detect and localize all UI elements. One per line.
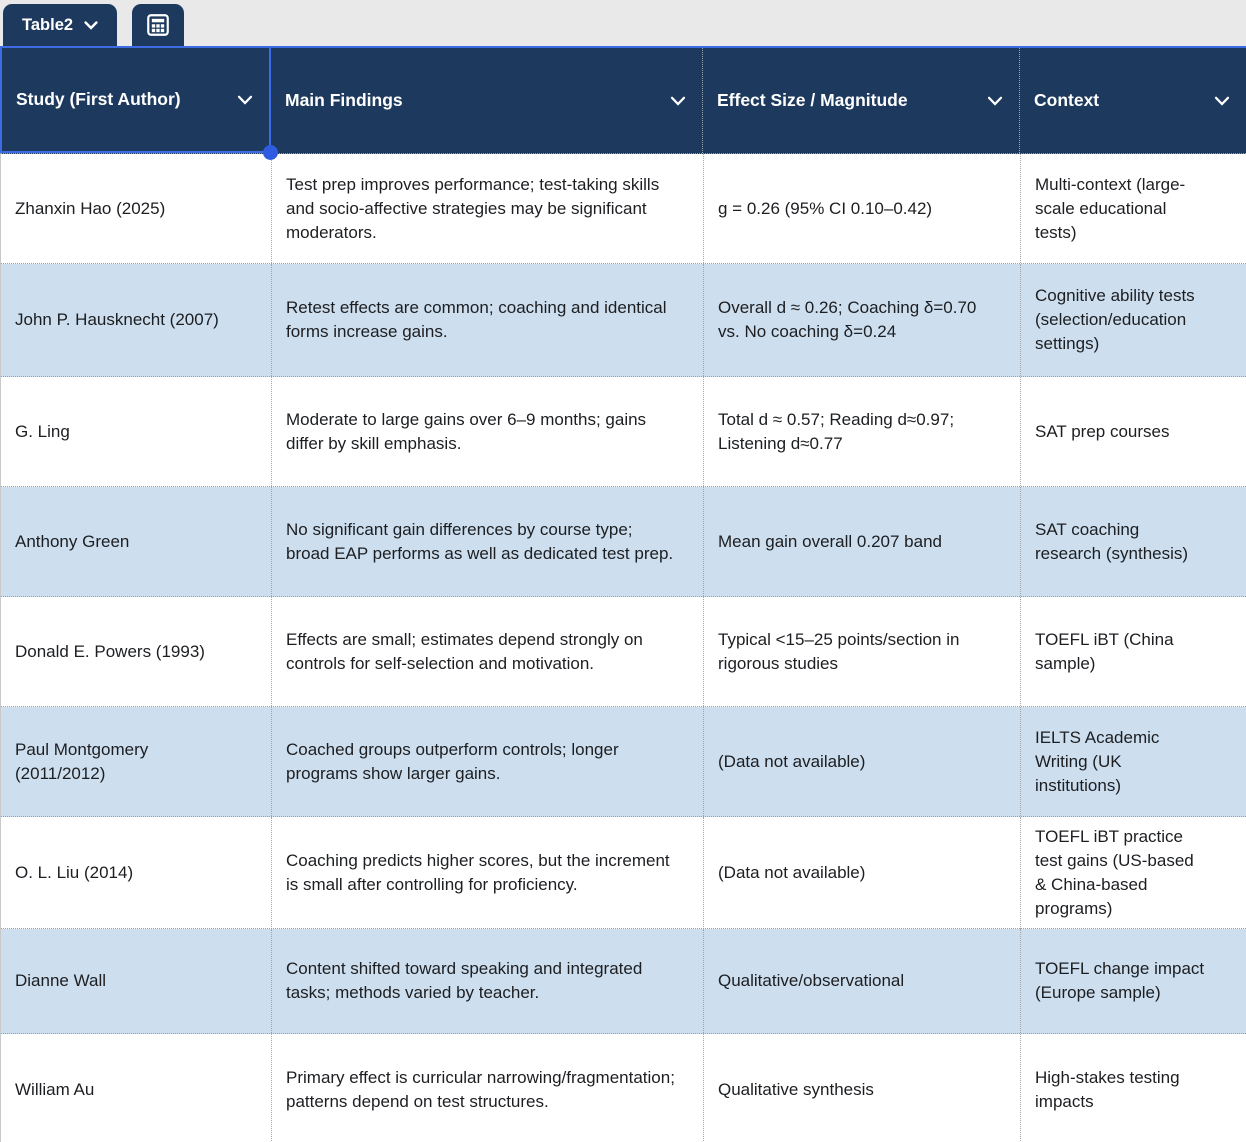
cell-effect-size[interactable]: Total d ≈ 0.57; Reading d≈0.97; Listening d≈0.77 [704, 377, 1021, 486]
table-row [1, 707, 1246, 817]
cell-main-findings[interactable]: Primary effect is curricular narrowing/fragmentation; patterns depend on test structures. [272, 1034, 704, 1142]
column-header-main-findings[interactable] [271, 48, 703, 153]
table-grid-icon [145, 12, 171, 38]
table-tab-label: Table2 [22, 15, 74, 34]
column-header-effect-size[interactable] [703, 48, 1020, 153]
table-row [1, 154, 1246, 264]
cell-main-findings[interactable]: No significant gain differences by course type; broad EAP performs as well as dedicated test prep. [272, 487, 704, 596]
table-row [1, 597, 1246, 707]
cell-study[interactable]: William Au [1, 1034, 272, 1142]
cell-study[interactable]: Donald E. Powers (1993) [1, 597, 272, 706]
cell-context[interactable]: TOEFL iBT (China sample) [1035, 629, 1174, 673]
column-header-study[interactable] [0, 48, 271, 153]
cell-effect-size[interactable]: Mean gain overall 0.207 band [704, 487, 1021, 596]
cell-effect-size[interactable]: g = 0.26 (95% CI 0.10–0.42) [704, 154, 1021, 263]
chevron-down-icon[interactable] [670, 96, 686, 106]
table-tab-bar [0, 0, 1246, 46]
cell-effect-size[interactable]: Qualitative synthesis [704, 1034, 1021, 1142]
column-header-label: Context [1034, 90, 1100, 110]
cell-context[interactable]: Cognitive ability tests (selection/education settings) [1035, 286, 1195, 353]
cell-main-findings[interactable]: Coached groups outperform controls; longer programs show larger gains. [272, 707, 704, 816]
table-header-row [0, 46, 1246, 154]
table-body [0, 154, 1246, 1142]
table2 [0, 46, 1246, 1142]
cell-main-findings[interactable]: Coaching predicts higher scores, but the increment is small after controlling for proficiency. [272, 817, 704, 929]
cell-context[interactable]: SAT prep courses [1035, 421, 1170, 441]
table-row [1, 817, 1246, 929]
column-header-context[interactable] [1020, 48, 1246, 153]
column-header-label: Study (First Author) [16, 89, 181, 109]
cell-effect-size[interactable]: (Data not available) [704, 817, 1021, 929]
table-row [1, 1034, 1246, 1142]
cell-effect-size[interactable]: Qualitative/observational [704, 929, 1021, 1033]
cell-context[interactable]: TOEFL iBT practice test gains (US-based & China-based programs) [1035, 827, 1194, 918]
table-view-tab[interactable] [132, 4, 184, 46]
table-row [1, 377, 1246, 487]
table-row [1, 487, 1246, 597]
column-header-label: Effect Size / Magnitude [717, 90, 908, 110]
chevron-down-icon[interactable] [1214, 96, 1230, 106]
cell-study[interactable]: Paul Montgomery (2011/2012) [1, 707, 272, 816]
chevron-down-icon[interactable] [237, 95, 253, 105]
chevron-down-icon[interactable] [987, 96, 1003, 106]
cell-main-findings[interactable]: Test prep improves performance; test-taking skills and socio-affective strategies may be significant moderators. [272, 154, 704, 263]
cell-main-findings[interactable]: Moderate to large gains over 6–9 months; gains differ by skill emphasis. [272, 377, 704, 486]
cell-effect-size[interactable]: Typical <15–25 points/section in rigorous studies [704, 597, 1021, 706]
cell-main-findings[interactable]: Retest effects are common; coaching and identical forms increase gains. [272, 264, 704, 376]
cell-study[interactable]: John P. Hausknecht (2007) [1, 264, 272, 376]
cell-study[interactable]: Anthony Green [1, 487, 272, 596]
cell-context[interactable]: TOEFL change impact (Europe sample) [1035, 959, 1205, 1002]
cell-main-findings[interactable]: Effects are small; estimates depend strongly on controls for self-selection and motivation. [272, 597, 704, 706]
cell-effect-size[interactable]: (Data not available) [704, 707, 1021, 816]
cell-study[interactable]: G. Ling [1, 377, 272, 486]
cell-effect-size[interactable]: Overall d ≈ 0.26; Coaching δ=0.70 vs. No coaching δ=0.24 [704, 264, 1021, 376]
cell-main-findings[interactable]: Content shifted toward speaking and integrated tasks; methods varied by teacher. [272, 929, 704, 1033]
cell-study[interactable]: O. L. Liu (2014) [1, 817, 272, 929]
chevron-down-icon[interactable] [84, 21, 98, 30]
table-row [1, 264, 1246, 377]
cell-context[interactable]: High-stakes testing impacts [1035, 1067, 1180, 1111]
cell-context[interactable]: Multi-context (large-scale educational tests) [1035, 174, 1186, 242]
column-header-label: Main Findings [285, 90, 403, 110]
table-tab[interactable] [3, 4, 117, 46]
cell-context[interactable]: IELTS Academic Writing (UK institutions) [1035, 727, 1160, 795]
cell-study[interactable]: Dianne Wall [1, 929, 272, 1033]
selection-handle[interactable] [263, 145, 278, 160]
cell-context[interactable]: SAT coaching research (synthesis) [1035, 519, 1189, 563]
table-row [1, 929, 1246, 1034]
cell-study[interactable]: Zhanxin Hao (2025) [1, 154, 272, 263]
